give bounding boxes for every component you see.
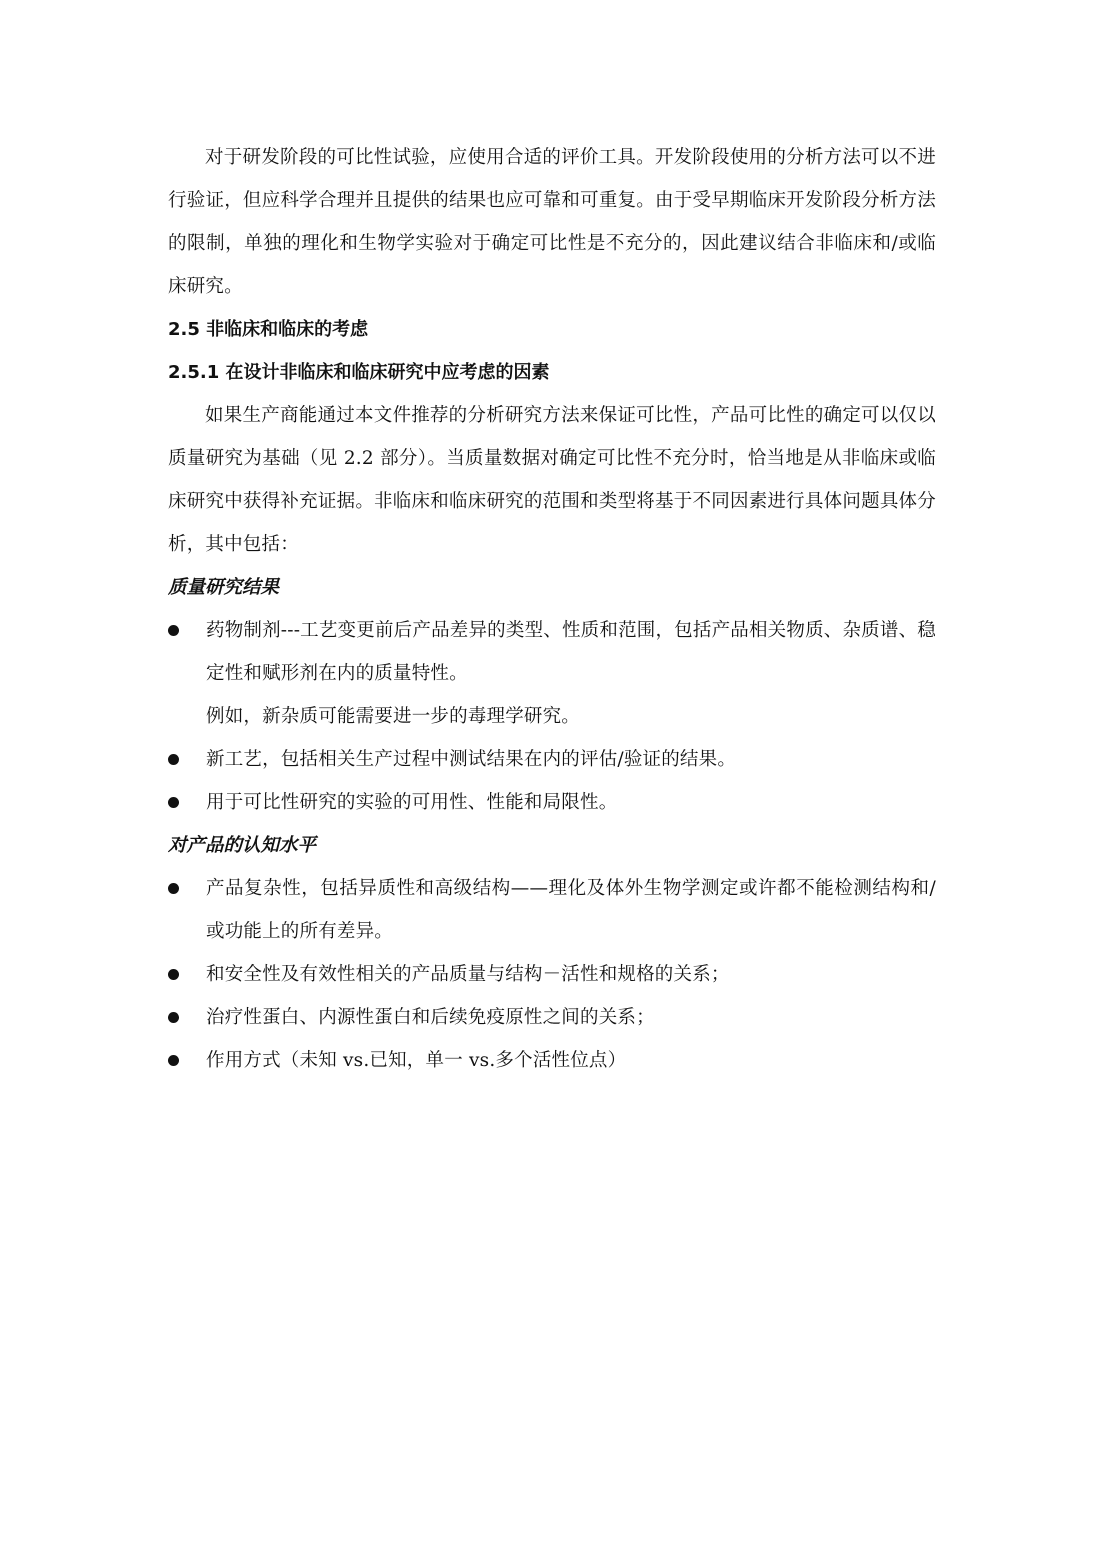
list-item (168, 1039, 936, 1082)
bullet-icon (168, 625, 179, 636)
group1-list (168, 609, 936, 824)
list-item (168, 738, 936, 781)
bullet-icon (168, 969, 179, 980)
list-item-text: 药物制剂---工艺变更前后产品差异的类型、性质和范围，包括产品相关物质、杂质谱、稳定性和赋形剂在内的质量特性。 (206, 620, 936, 684)
list-item-text: 用于可比性研究的实验的可用性、性能和局限性。 (206, 792, 618, 813)
list-item-text: 治疗性蛋白、内源性蛋白和后续免疫原性之间的关系； (206, 1007, 655, 1028)
subsection-paragraph: 如果生产商能通过本文件推荐的分析研究方法来保证可比性，产品可比性的确定可以仅以质量研究为基础（见 2.2 部分）。当质量数据对确定可比性不充分时，恰当地是从非临床或临床研究中获得补充证据。非临床和临床研究的范围和类型将基于不同因素进行具体问题具体分析，其中包括： (168, 405, 936, 555)
list-item-text: 产品复杂性，包括异质性和高级结构——理化及体外生物学测定或许都不能检测结构和/或功能上的所有差异。 (206, 878, 936, 942)
group2-title: 对产品的认知水平 (168, 835, 317, 856)
list-item-text: 和安全性及有效性相关的产品质量与结构－活性和规格的关系； (206, 964, 730, 985)
list-item-note: 例如，新杂质可能需要进一步的毒理学研究。 (206, 706, 581, 727)
subsection-heading: 2.5.1 在设计非临床和临床研究中应考虑的因素 (168, 362, 550, 383)
list-item (168, 953, 936, 996)
bullet-icon (168, 1012, 179, 1023)
group2-list (168, 867, 936, 1082)
list-item (168, 781, 936, 824)
list-item-text: 作用方式（未知 vs.已知，单一 vs.多个活性位点） (206, 1050, 627, 1071)
group1-title: 质量研究结果 (168, 577, 280, 598)
list-item (168, 609, 936, 738)
document-page (168, 136, 936, 1082)
list-item (168, 996, 936, 1039)
intro-paragraph: 对于研发阶段的可比性试验，应使用合适的评价工具。开发阶段使用的分析方法可以不进行验证，但应科学合理并且提供的结果也应可靠和可重复。由于受早期临床开发阶段分析方法的限制，单独的理化和生物学实验对于确定可比性是不充分的，因此建议结合非临床和/或临床研究。 (168, 147, 936, 297)
bullet-icon (168, 797, 179, 808)
section-heading: 2.5 非临床和临床的考虑 (168, 319, 369, 340)
list-item-text: 新工艺，包括相关生产过程中测试结果在内的评估/验证的结果。 (206, 749, 737, 770)
bullet-icon (168, 1055, 179, 1066)
list-item (168, 867, 936, 953)
bullet-icon (168, 883, 179, 894)
bullet-icon (168, 754, 179, 765)
